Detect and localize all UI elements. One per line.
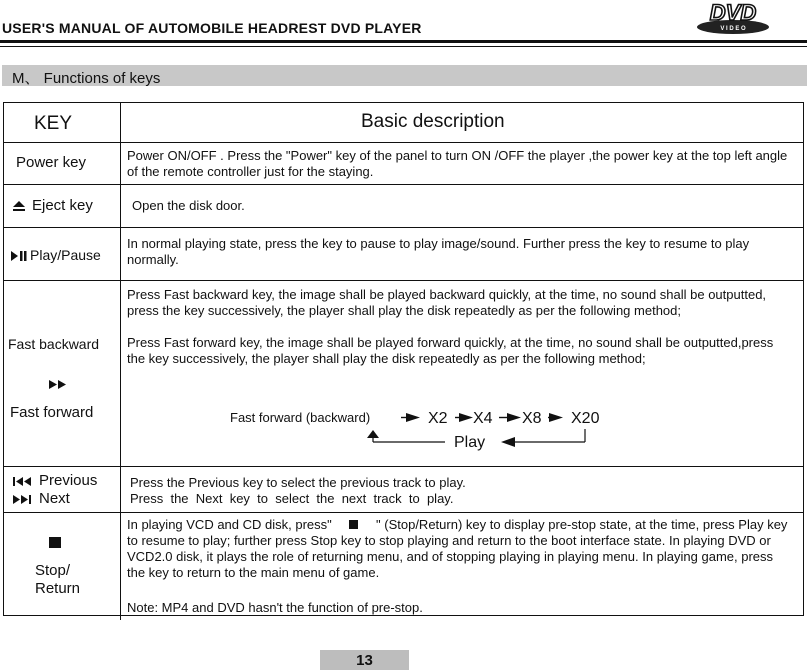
diagram-arrow bbox=[406, 413, 420, 422]
speed-cycle-diagram bbox=[229, 404, 629, 452]
diagram-start-label: Fast forward (backward) bbox=[230, 410, 371, 425]
diagram-return-label: Play bbox=[454, 434, 486, 451]
desc-stop-note: Note: MP4 and DVD hasn't the function of pre-stop. bbox=[127, 600, 423, 615]
column-header-key: KEY bbox=[34, 113, 73, 134]
key-eject-label: Eject key bbox=[32, 197, 93, 214]
next-icon bbox=[12, 494, 34, 505]
row-divider bbox=[3, 466, 804, 467]
row-divider bbox=[3, 142, 804, 143]
desc-next: Press the Next key to select the next track to play. bbox=[130, 491, 454, 506]
diagram-arrow bbox=[459, 413, 473, 422]
desc-power: Power ON/OFF . Press the "Power" key of the panel to turn ON /OFF the player ,the power key at the top left angle of the remote controller just for the staying. bbox=[127, 148, 788, 179]
key-previous-label: Previous bbox=[39, 472, 98, 489]
desc-fast-forward: Press Fast forward key, the image shall be played forward quickly, at the time, no sound shall be outputted,press the key successively, the player shall play the disk repeatedly as per the following method; bbox=[127, 335, 774, 366]
row-divider bbox=[3, 512, 804, 513]
logo-video-text: V I D E O bbox=[720, 26, 746, 32]
table-border-right bbox=[803, 102, 804, 616]
key-next-label: Next bbox=[39, 490, 70, 507]
key-power: Power key bbox=[16, 154, 87, 171]
table-column-divider bbox=[120, 102, 121, 620]
table-border-top bbox=[3, 102, 804, 103]
stop-icon-inline bbox=[349, 520, 358, 529]
dvd-video-logo bbox=[694, 0, 772, 36]
table-border-left bbox=[3, 102, 4, 616]
row-divider bbox=[3, 227, 804, 228]
diagram-step: X20 bbox=[571, 410, 600, 427]
key-eject bbox=[12, 197, 129, 214]
key-return: Return bbox=[35, 580, 81, 597]
page-number: 13 bbox=[320, 650, 409, 670]
key-next bbox=[12, 490, 129, 507]
diagram-step: X8 bbox=[522, 410, 542, 427]
desc-eject: Open the disk door. bbox=[132, 198, 245, 213]
play-pause-icon bbox=[10, 250, 28, 262]
desc-fast-backward: Press Fast backward key, the image shall be played backward quickly, at the time, no sound shall be outputted, press the key successively, the player shall play the disk repeatedly as per the following method; bbox=[127, 287, 767, 318]
row-divider bbox=[3, 184, 804, 185]
logo-dvd-text: DVD bbox=[709, 0, 757, 25]
key-fast-forward: Fast forward bbox=[10, 404, 94, 421]
header-rule-thin bbox=[0, 46, 807, 47]
desc-play-pause: In normal playing state, press the key to pause to play image/sound. Further press the key to resume to play normally. bbox=[127, 236, 750, 267]
diagram-step: X4 bbox=[473, 410, 493, 427]
diagram-step: X2 bbox=[428, 410, 448, 427]
desc-previous: Press the Previous key to select the previous track to play. bbox=[130, 475, 466, 490]
header-rule-thick bbox=[0, 40, 807, 43]
diagram-arrow bbox=[367, 430, 379, 438]
eject-icon bbox=[12, 200, 26, 212]
key-play-pause bbox=[10, 247, 127, 263]
fast-forward-icon bbox=[48, 379, 68, 390]
key-stop: Stop/ bbox=[35, 562, 71, 579]
row-divider bbox=[3, 280, 804, 281]
diagram-arrow bbox=[501, 437, 515, 447]
key-play-pause-label: Play/Pause bbox=[30, 247, 101, 263]
stop-icon bbox=[49, 537, 61, 548]
desc-stop-return-post: " (Stop/Return) key to display pre-stop state, at the time, press Play key to resume to play; further press Stop key to stop playing and return to the boot interface state. In playing DVD or VCD2.0 disk, it plays the role of returning menu, and of stopping playing in playing menu. In playing game, press the key to return to the main menu of game. bbox=[127, 517, 788, 580]
document-header-title: USER'S MANUAL OF AUTOMOBILE HEADREST DVD PLAYER bbox=[2, 20, 422, 36]
column-header-description: Basic description bbox=[361, 111, 505, 132]
key-fast-backward: Fast backward bbox=[8, 336, 100, 352]
diagram-arrow bbox=[549, 413, 563, 422]
key-previous bbox=[12, 472, 129, 489]
diagram-arrow bbox=[507, 413, 521, 422]
section-title: M、 Functions of keys bbox=[12, 70, 161, 87]
desc-stop-return-pre: In playing VCD and CD disk, press" bbox=[127, 517, 332, 532]
desc-stop-return bbox=[127, 517, 789, 581]
section-title-bar bbox=[2, 65, 807, 86]
previous-icon bbox=[12, 476, 34, 487]
